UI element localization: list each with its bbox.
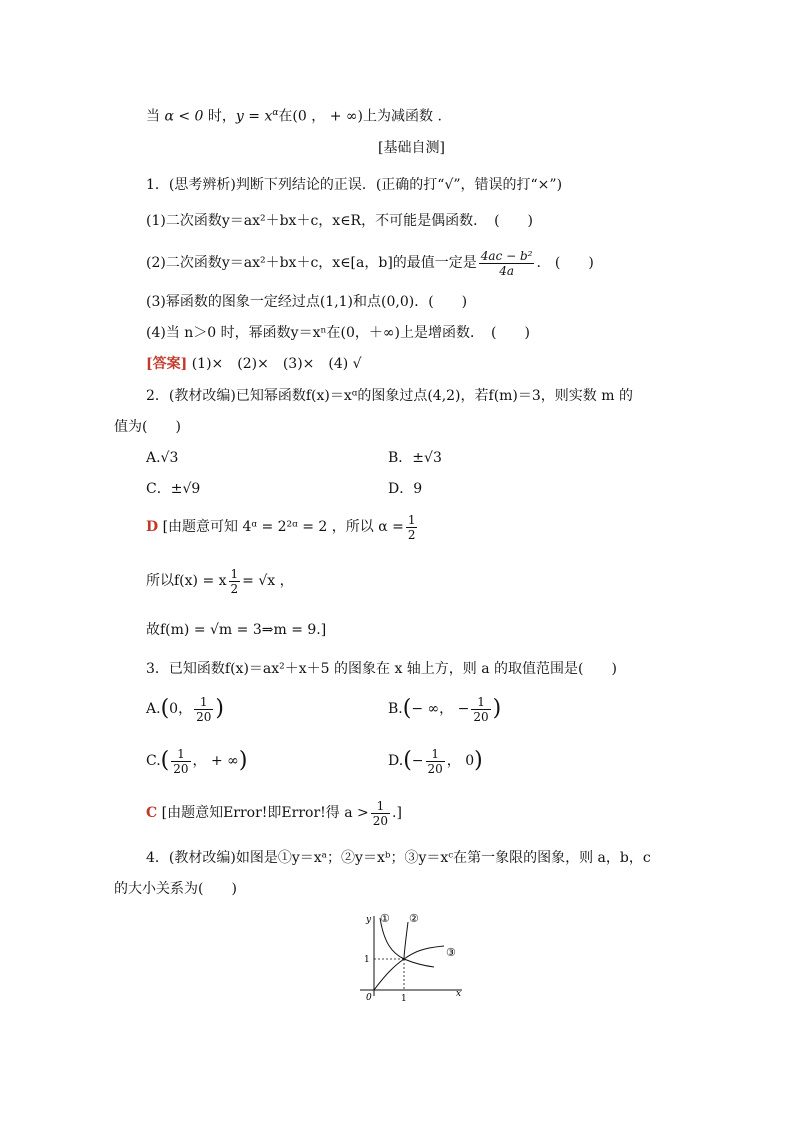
q1-s2-fraction bbox=[479, 249, 535, 278]
intro-exp: α bbox=[272, 108, 279, 118]
q3-d-den: 20 bbox=[427, 761, 443, 776]
q1-statement-2 bbox=[146, 246, 594, 280]
q2-sol1-num: 1 bbox=[407, 512, 416, 527]
q2-sol2-text: 所以f(x) = x bbox=[146, 573, 227, 589]
q3-sol-fraction bbox=[371, 799, 390, 828]
q3-sol-text: [由题意知Error!即Error!得 a > bbox=[161, 805, 369, 821]
q3-a-fraction bbox=[194, 695, 213, 724]
intro-prefix: 当 bbox=[146, 108, 160, 125]
x-tick-label: 1 bbox=[401, 994, 407, 1004]
q3-c-fraction bbox=[171, 747, 190, 776]
q3-d-prefix: D. bbox=[388, 753, 404, 769]
curve-2 bbox=[404, 922, 408, 959]
q3-b-den: 20 bbox=[473, 709, 489, 724]
curve-1-label: ① bbox=[380, 912, 390, 925]
q1-s2-end: . ( ) bbox=[536, 255, 594, 271]
q2-option-b: B．±√3 bbox=[388, 450, 442, 466]
q3-c-den: 20 bbox=[173, 761, 189, 776]
q3-a-prefix: A. bbox=[146, 701, 161, 717]
q3-sol-num: 1 bbox=[371, 799, 390, 814]
q1-statement-1: (1)二次函数y＝ax²＋bx＋c，x∈R，不可能是偶函数． ( ) bbox=[146, 213, 534, 229]
q3-b-inner: − ∞， − bbox=[411, 701, 470, 717]
q4-stem: 4．(教材改编)如图是①y＝xᵃ；②y＝xᵇ；③y＝xᶜ在第一象限的图象，则 a，b，c bbox=[146, 850, 651, 866]
q3-solution bbox=[146, 796, 402, 830]
q1-stem: 1．(思考辨析)判断下列结论的正误．(正确的打“√”，错误的打“×”) bbox=[146, 177, 563, 193]
q2-solution-2 bbox=[146, 564, 294, 598]
q3-c-prefix: C. bbox=[146, 753, 161, 769]
intro-mid: 时， bbox=[203, 108, 236, 125]
q4-stem-2: 的大小关系为( ) bbox=[114, 881, 237, 897]
q3-stem: 3．已知函数f(x)＝ax²＋x＋5 的图象在 x 轴上方，则 a 的取值范围是( ) bbox=[146, 661, 617, 677]
intro-func: y = x bbox=[235, 108, 273, 125]
q1-answer bbox=[146, 354, 362, 374]
answer-text: (1)× (2)× (3)× (4) √ bbox=[191, 356, 362, 372]
curve-2-lower bbox=[374, 946, 444, 990]
q2-sol2-end: = √x ， bbox=[242, 573, 294, 589]
q2-solution-letter: D bbox=[146, 519, 159, 535]
q2-sol1-den: 2 bbox=[407, 527, 416, 542]
q2-sol2-den: 2 bbox=[230, 581, 239, 596]
curve-2-label: ② bbox=[409, 912, 419, 925]
y-axis-label: y bbox=[366, 915, 372, 925]
q3-d-fraction bbox=[426, 747, 445, 776]
q2-solution-1 bbox=[146, 510, 419, 544]
q3-b-prefix: B. bbox=[388, 701, 403, 717]
q1-s2-text: (2)二次函数y＝ax²＋bx＋c，x∈[a，b]的最值一定是 bbox=[146, 255, 477, 271]
q2-stem: 2．(教材改编)已知幂函数f(x)＝xᵅ的图象过点(4,2)，若f(m)＝3，则实数 m 的 bbox=[146, 388, 633, 404]
q3-option-b: B.(− ∞， − $\frac{1}{20}$ ) bbox=[388, 694, 502, 724]
q3-sol-den: 20 bbox=[372, 813, 389, 828]
q2-option-d: D．9 bbox=[388, 481, 423, 497]
curve-3-label: ③ bbox=[446, 946, 456, 959]
q2-sol1-text: [由题意可知 4ᵅ = 2²ᵅ = 2 ，所以 α = bbox=[162, 519, 404, 535]
q2-solution-3: 故f(m) = √m = 3⇒m = 9.] bbox=[146, 622, 327, 638]
intro-line bbox=[146, 103, 442, 127]
q1-s2-num: 4ac − b² bbox=[480, 248, 533, 263]
q3-d-inner1: − bbox=[411, 753, 424, 769]
q2-option-a: A.√3 bbox=[146, 450, 179, 466]
curve-1 bbox=[380, 918, 434, 967]
x-axis-label: x bbox=[456, 989, 462, 999]
q2-sol2-fraction bbox=[229, 567, 241, 596]
q3-a-inner: 0， bbox=[169, 701, 193, 717]
q3-option-a: A.(0， $\frac{1}{20}$ ) bbox=[146, 694, 224, 724]
q3-b-fraction bbox=[471, 695, 490, 724]
q2-option-c: C．±√9 bbox=[146, 481, 201, 497]
q2-sol1-fraction bbox=[406, 513, 418, 542]
q1-statement-4: (4)当 n＞0 时，幂函数y＝xⁿ在(0，＋∞)上是增函数． ( ) bbox=[146, 325, 530, 341]
q1-s2-den: 4a bbox=[499, 263, 515, 278]
q3-option-d: D.(− $\frac{1}{20}$ ， 0) bbox=[388, 746, 483, 776]
q3-option-c: C.( $\frac{1}{20}$ ， + ∞) bbox=[146, 746, 248, 776]
y-tick-label: 1 bbox=[364, 955, 370, 965]
q3-c-inner: ， + ∞ bbox=[192, 753, 239, 769]
q3-sol-end: .] bbox=[392, 805, 402, 821]
q3-a-den: 20 bbox=[196, 709, 212, 724]
origin-label: 0 bbox=[366, 993, 372, 1003]
intro-cond: α < 0 bbox=[164, 108, 204, 125]
q3-d-inner2: ， 0 bbox=[446, 753, 475, 769]
section-title: [基础自测] bbox=[378, 140, 445, 156]
power-function-figure bbox=[354, 908, 474, 1008]
q1-statement-3: (3)幂函数的图象一定经过点(1,1)和点(0,0)．( ) bbox=[146, 294, 468, 310]
q3-solution-letter: C bbox=[146, 805, 158, 821]
answer-label: [答案] bbox=[146, 356, 188, 372]
q3-d-num: 1 bbox=[426, 747, 445, 762]
intro-rest: 在(0 ， + ∞)上为减函数 . bbox=[278, 108, 442, 125]
q3-a-num: 1 bbox=[194, 695, 213, 710]
q3-c-num: 1 bbox=[171, 747, 190, 762]
q2-stem-2: 值为( ) bbox=[114, 419, 181, 435]
q2-sol2-num: 1 bbox=[230, 566, 239, 581]
q3-b-num: 1 bbox=[471, 695, 490, 710]
